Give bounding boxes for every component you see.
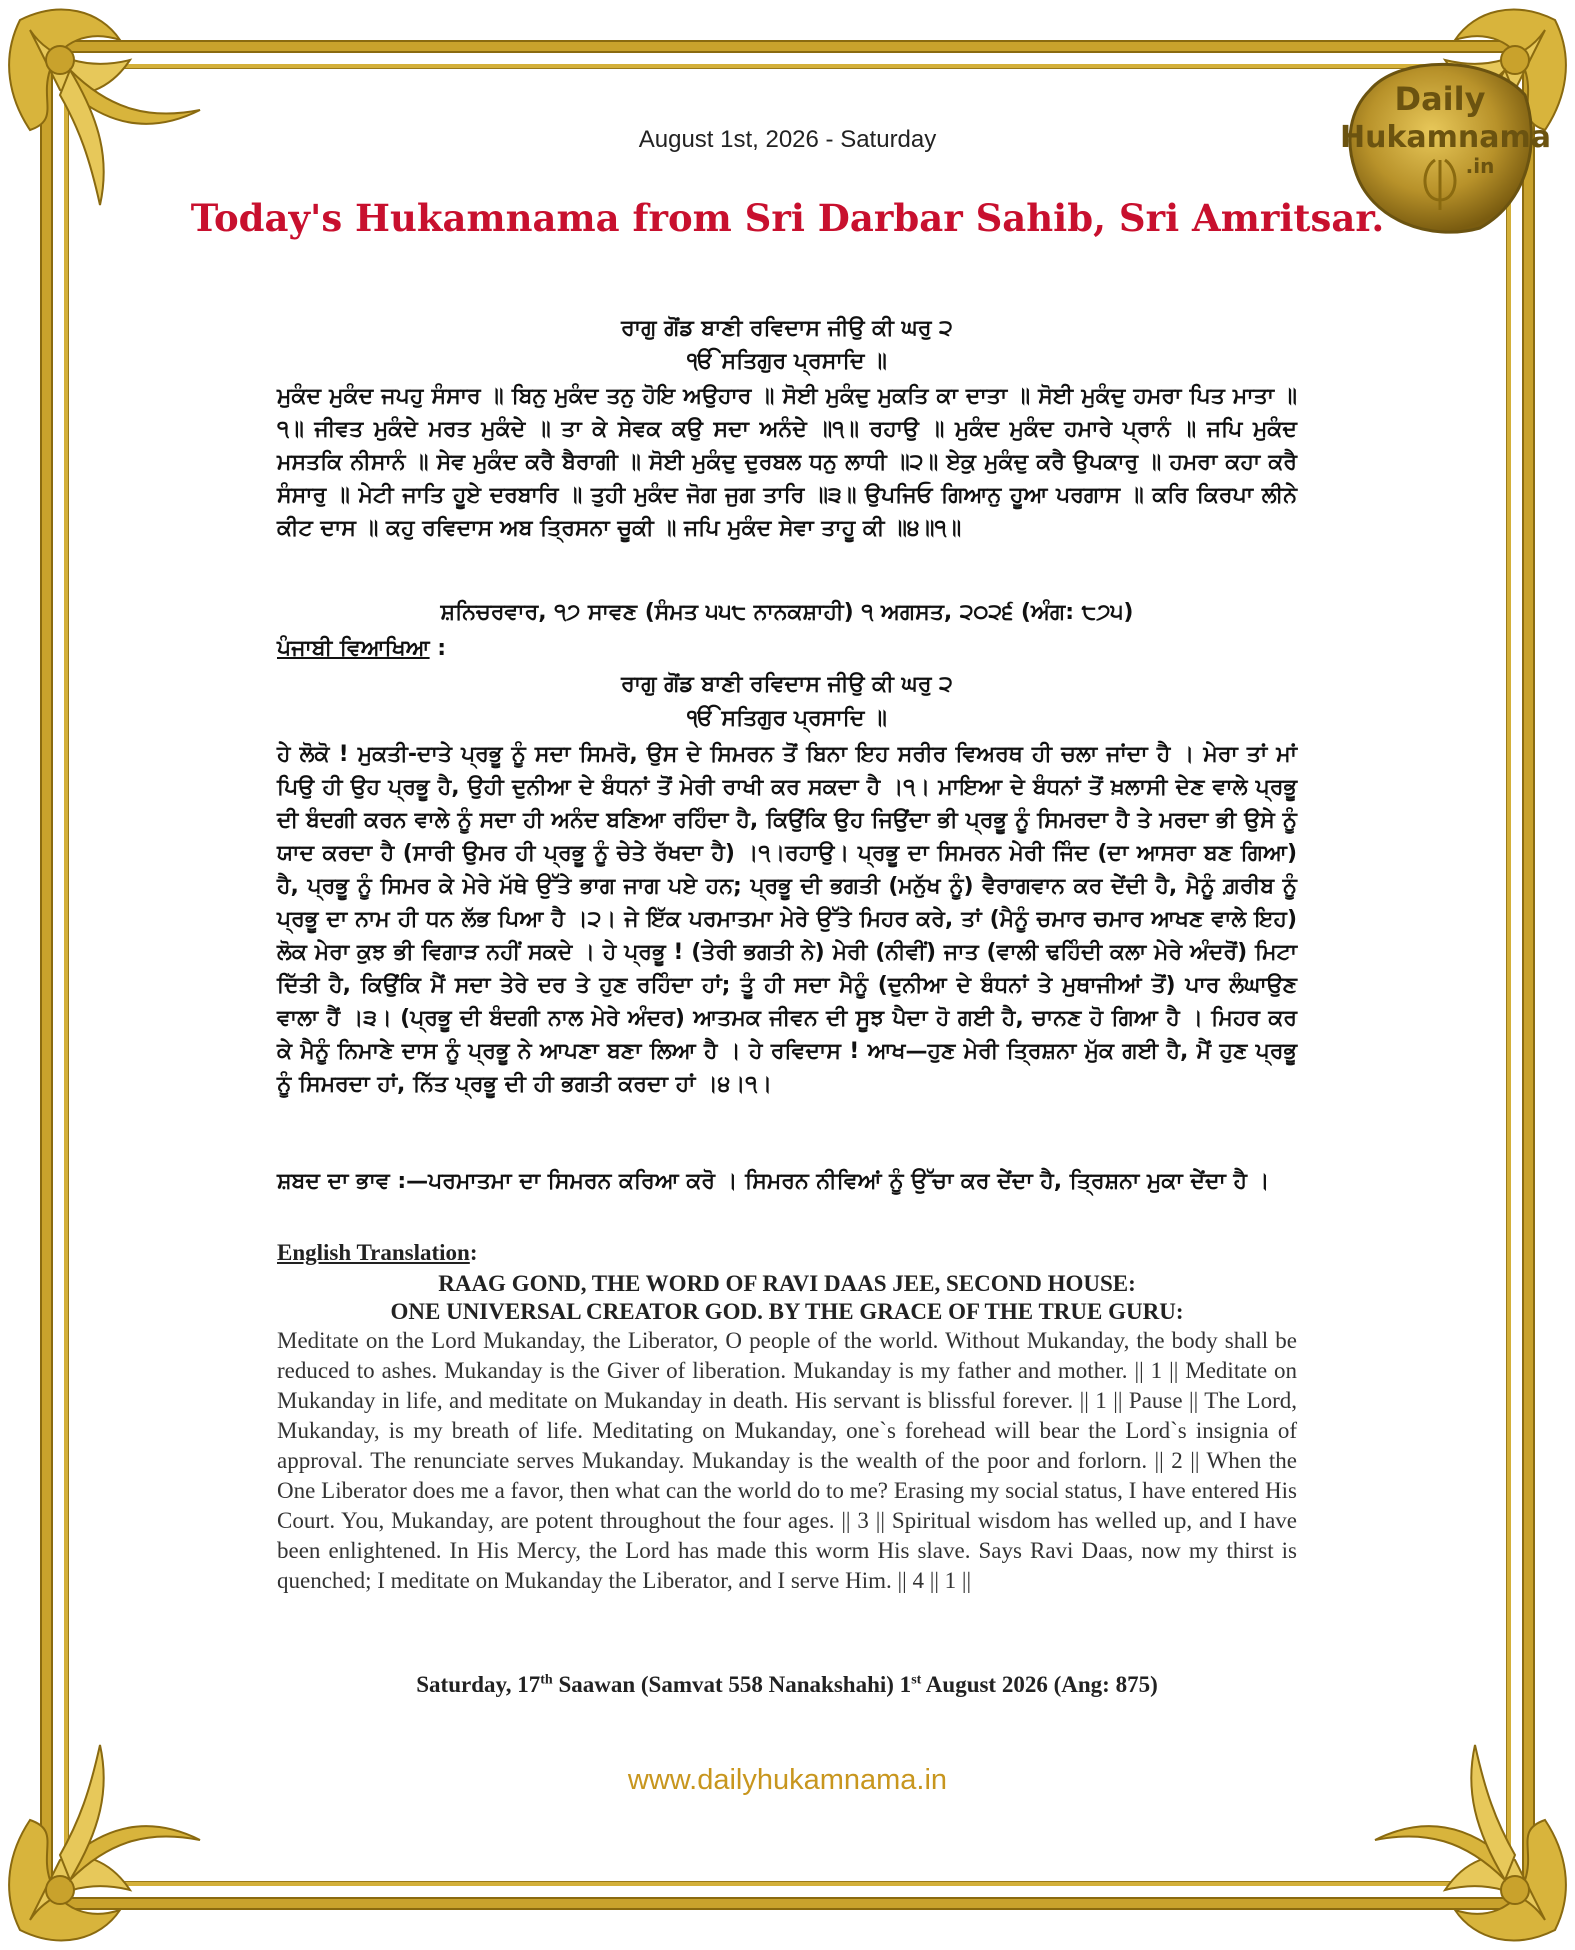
shabad-bhav: ਸ਼ਬਦ ਦਾ ਭਾਵ :—ਪਰਮਾਤਮਾ ਦਾ ਸਿਮਰਨ ਕਰਿਆ ਕਰੋ । ਸਿਮਰਨ ਨੀਵਿਆਂ ਨੂੰ ਉੱਚਾ ਕਰ ਦੇਂਦਾ ਹੈ, ਤ੍ਰਿਸ਼ਨਾ ਮੁਕਾ ਦੇਂਦਾ ਹੈ । xyxy=(277,1169,1270,1194)
english-date-sup-st: st xyxy=(911,1672,922,1688)
english-date-pre: Saturday, 17 xyxy=(416,1672,541,1697)
punjabi-label-suffix: : xyxy=(429,636,447,661)
english-label-suffix: : xyxy=(469,1240,478,1265)
punjabi-explanation-label xyxy=(277,632,1297,665)
gurbani-text: ਮੁਕੰਦ ਮੁਕੰਦ ਜਪਹੁ ਸੰਸਾਰ ॥ ਬਿਨੁ ਮੁਕੰਦ ਤਨੁ ਹੋਇ ਅਉਹਾਰ ॥ ਸੋਈ ਮੁਕੰਦੁ ਮੁਕਤਿ ਕਾ ਦਾਤਾ ॥ ਸੋਈ ਮੁਕੰਦੁ ਹਮਰਾ ਪਿਤ ਮਾਤਾ ॥੧॥ ਜੀਵਤ ਮੁਕੰਦੇ ਮਰਤ ਮੁਕੰਦੇ ॥ ਤਾ ਕੇ ਸੇਵਕ ਕਉ ਸਦਾ ਅਨੰਦੇ ॥੧॥ ਰਹਾਉ ॥ ਮੁਕੰਦ ਮੁਕੰਦ ਹਮਾਰੇ ਪ੍ਰਾਨੰ ॥ ਜਪਿ ਮੁਕੰਦ ਮਸਤਕਿ ਨੀਸਾਨੰ ॥ ਸੇਵ ਮੁਕੰਦ ਕਰੈ ਬੈਰਾਗੀ ॥ ਸੋਈ ਮੁਕੰਦੁ ਦੁਰਬਲ ਧਨੁ ਲਾਧੀ ॥੨॥ ਏਕੁ ਮੁਕੰਦੁ ਕਰੈ ਉਪਕਾਰੁ ॥ ਹਮਰਾ ਕਹਾ ਕਰੈ ਸੰਸਾਰੁ ॥ ਮੇਟੀ ਜਾਤਿ ਹੂਏ ਦਰਬਾਰਿ ॥ ਤੁਹੀ ਮੁਕੰਦ ਜੋਗ ਜੁਗ ਤਾਰਿ ॥੩॥ ਉਪਜਿਓ ਗਿਆਨੁ ਹੂਆ ਪਰਗਾਸ ॥ ਕਰਿ ਕਿਰਪਾ ਲੀਨੇ ਕੀਟ ਦਾਸ ॥ ਕਹੁ ਰਵਿਦਾਸ ਅਬ ਤ੍ਰਿਸਨਾ ਚੂਕੀ ॥ ਜਪਿ ਮੁਕੰਦ ਸੇਵਾ ਤਾਹੂ ਕੀ ॥੪॥੧॥ xyxy=(277,384,1297,541)
ribbon-bow-corner-top-left xyxy=(0,0,210,210)
gurbani-date-line: ਸ਼ਨਿਚਰਵਾਰ, ੧੭ ਸਾਵਣ (ਸੰਮਤ ੫੫੮ ਨਾਨਕਸ਼ਾਹੀ) ੧ ਅਗਸਤ, ੨੦੨੬ (ਅੰਗ: ੮੭੫) xyxy=(440,600,1134,625)
english-date-line xyxy=(277,1672,1297,1698)
english-date-post: August 2026 (Ang: 875) xyxy=(921,1672,1158,1697)
english-date-sup-th: th xyxy=(540,1672,553,1688)
gurbani-mangal: ੴ ਸਤਿਗੁਰ ਪ੍ਰਸਾਦਿ ॥ xyxy=(687,349,887,374)
punjabi-label-text: ਪੰਜਾਬੀ ਵਿਆਖਿਆ xyxy=(277,636,430,661)
website-link[interactable]: www.dailyhukamnama.in xyxy=(627,1764,948,1796)
page-title: Today's Hukamnama from Sri Darbar Sahib, Sri Amritsar. xyxy=(190,196,1385,240)
punjabi-explanation-text: ਹੇ ਲੋਕੋ ! ਮੁਕਤੀ-ਦਾਤੇ ਪ੍ਰਭੂ ਨੂੰ ਸਦਾ ਸਿਮਰੋ, ਉਸ ਦੇ ਸਿਮਰਨ ਤੋਂ ਬਿਨਾ ਇਹ ਸਰੀਰ ਵਿਅਰਥ ਹੀ ਚਲਾ ਜਾਂਦਾ ਹੈ । ਮੇਰਾ ਤਾਂ ਮਾਂ ਪਿਉ ਹੀ ਉਹ ਪ੍ਰਭੂ ਹੈ, ਉਹੀ ਦੁਨੀਆ ਦੇ ਬੰਧਨਾਂ ਤੋਂ ਮੇਰੀ ਰਾਖੀ ਕਰ ਸਕਦਾ ਹੈ ।੧। ਮਾਇਆ ਦੇ ਬੰਧਨਾਂ ਤੋਂ ਖ਼ਲਾਸੀ ਦੇਣ ਵਾਲੇ ਪ੍ਰਭੂ ਦੀ ਬੰਦਗੀ ਕਰਨ ਵਾਲੇ ਨੂੰ ਸਦਾ ਹੀ ਅਨੰਦ ਬਣਿਆ ਰਹਿੰਦਾ ਹੈ, ਕਿਉਂਕਿ ਉਹ ਜਿਉਂਦਾ ਭੀ ਪ੍ਰਭੂ ਨੂੰ ਸਿਮਰਦਾ ਹੈ ਤੇ ਮਰਦਾ ਭੀ ਉਸੇ ਨੂੰ ਯਾਦ ਕਰਦਾ ਹੈ (ਸਾਰੀ ਉਮਰ ਹੀ ਪ੍ਰਭੂ ਨੂੰ ਚੇਤੇ ਰੱਖਦਾ ਹੈ) ।੧।ਰਹਾਉ। ਪ੍ਰਭੂ ਦਾ ਸਿਮਰਨ ਮੇਰੀ ਜਿੰਦ (ਦਾ ਆਸਰਾ ਬਣ ਗਿਆ) ਹੈ, ਪ੍ਰਭੂ ਨੂੰ ਸਿਮਰ ਕੇ ਮੇਰੇ ਮੱਥੇ ਉੱਤੇ ਭਾਗ ਜਾਗ ਪਏ ਹਨ; ਪ੍ਰਭੂ ਦੀ ਭਗਤੀ (ਮਨੁੱਖ ਨੂੰ) ਵੈਰਾਗਵਾਨ ਕਰ ਦੇਂਦੀ ਹੈ, ਮੈਨੂੰ ਗ਼ਰੀਬ ਨੂੰ ਪ੍ਰਭੂ ਦਾ ਨਾਮ ਹੀ ਧਨ ਲੱਭ ਪਿਆ ਹੈ ।੨। ਜੇ ਇੱਕ ਪਰਮਾਤਮਾ ਮੇਰੇ ਉੱਤੇ ਮਿਹਰ ਕਰੇ, ਤਾਂ (ਮੈਨੂੰ ਚਮਾਰ ਚਮਾਰ ਆਖਣ ਵਾਲੇ ਇਹ) ਲੋਕ ਮੇਰਾ ਕੁਝ ਭੀ ਵਿਗਾੜ ਨਹੀਂ ਸਕਦੇ । ਹੇ ਪ੍ਰਭੂ ! (ਤੇਰੀ ਭਗਤੀ ਨੇ) ਮੇਰੀ (ਨੀਵੀਂ) ਜਾਤ (ਵਾਲੀ ਢਹਿੰਦੀ ਕਲਾ ਮੇਰੇ ਅੰਦਰੋਂ) ਮਿਟਾ ਦਿੱਤੀ ਹੈ, ਕਿਉਂਕਿ ਮੈਂ ਸਦਾ ਤੇਰੇ ਦਰ ਤੇ ਹੁਣ ਰਹਿੰਦਾ ਹਾਂ; ਤੂੰ ਹੀ ਸਦਾ ਮੈਨੂੰ (ਦੁਨੀਆ ਦੇ ਬੰਧਨਾਂ ਤੇ ਮੁਥਾਜੀਆਂ ਤੋਂ) ਪਾਰ ਲੰਘਾਉਣ ਵਾਲਾ ਹੈਂ ।੩। (ਪ੍ਰਭੂ ਦੀ ਬੰਦਗੀ ਨਾਲ ਮੇਰੇ ਅੰਦਰ) ਆਤਮਕ ਜੀਵਨ ਦੀ ਸੂਝ ਪੈਦਾ ਹੋ ਗਈ ਹੈ, ਚਾਨਣ ਹੋ ਗਿਆ ਹੈ । ਮਿਹਰ ਕਰ ਕੇ ਮੈਨੂੰ ਨਿਮਾਣੇ ਦਾਸ ਨੂੰ ਪ੍ਰਭੂ ਨੇ ਆਪਣਾ ਬਣਾ ਲਿਆ ਹੈ । ਹੇ ਰਵਿਦਾਸ ! ਆਖ—ਹੁਣ ਮੇਰੀ ਤ੍ਰਿਸ਼ਨਾ ਮੁੱਕ ਗਈ ਹੈ, ਮੈਂ ਹੁਣ ਪ੍ਰਭੂ ਨੂੰ ਸਿਮਰਦਾ ਹਾਂ, ਨਿੱਤ ਪ੍ਰਭੂ ਦੀ ਹੀ ਭਗਤੀ ਕਰਦਾ ਹਾਂ ।੪।੧। xyxy=(277,742,1297,1097)
english-translation-text: Meditate on the Lord Mukanday, the Liberator, O people of the world. Without Mukanday, the body shall be reduced to ashes. Mukanday is the Giver of liberation. Mukanday is my father and mother. || 1 || Meditate on Mukanday in life, and meditate on Mukanday in death. His servant is blissful forever. || 1 || Pause || The Lord, Mukanday, is my breath of life. Meditating on Mukanday, one`s forehead will bear the Lord`s insignia of approval. The renunciate serves Mukanday. Mukanday is the wealth of the poor and forlorn. || 2 || When the One Liberator does me a favor, then what can the world do to me? Erasing my social status, I have entered His Court. You, Mukanday, are potent throughout the four ages. || 3 || Spiritual wisdom has welled up, and I have been enlightened. In His Mercy, the Lord has made this worm His slave. Says Ravi Daas, now my thirst is quenched; I meditate on Mukanday the Liberator, and I serve Him. || 4 || 1 || xyxy=(277,1328,1297,1593)
english-mangal-heading: ONE UNIVERSAL CREATOR GOD. BY THE GRACE OF THE TRUE GURU: xyxy=(390,1299,1184,1324)
punjabi-raag-heading: ਰਾਗੁ ਗੋਂਡ ਬਾਣੀ ਰਵਿਦਾਸ ਜੀਉ ਕੀ ਘਰੁ ੨ xyxy=(621,672,953,697)
logo-word-daily: Daily xyxy=(1394,80,1486,118)
english-raag-heading: RAAG GOND, THE WORD OF RAVI DAAS JEE, SECOND HOUSE: xyxy=(438,1271,1136,1296)
english-date-mid: Saawan (Samvat 558 Nanakshahi) 1 xyxy=(552,1672,912,1697)
english-label-text: English Translation xyxy=(277,1240,470,1265)
date-line: August 1st, 2026 - Saturday xyxy=(638,126,937,153)
gurbani-raag-heading: ਰਾਗੁ ਗੋਂਡ ਬਾਣੀ ਰਵਿਦਾਸ ਜੀਉ ਕੀ ਘਰੁ ੨ xyxy=(621,316,953,341)
logo-word-in: .in xyxy=(1465,154,1495,178)
english-translation-label xyxy=(277,1240,1297,1266)
logo-word-hukamnama: Hukamnama xyxy=(1340,120,1552,155)
punjabi-mangal: ੴ ਸਤਿਗੁਰ ਪ੍ਰਸਾਦਿ ॥ xyxy=(687,706,887,731)
